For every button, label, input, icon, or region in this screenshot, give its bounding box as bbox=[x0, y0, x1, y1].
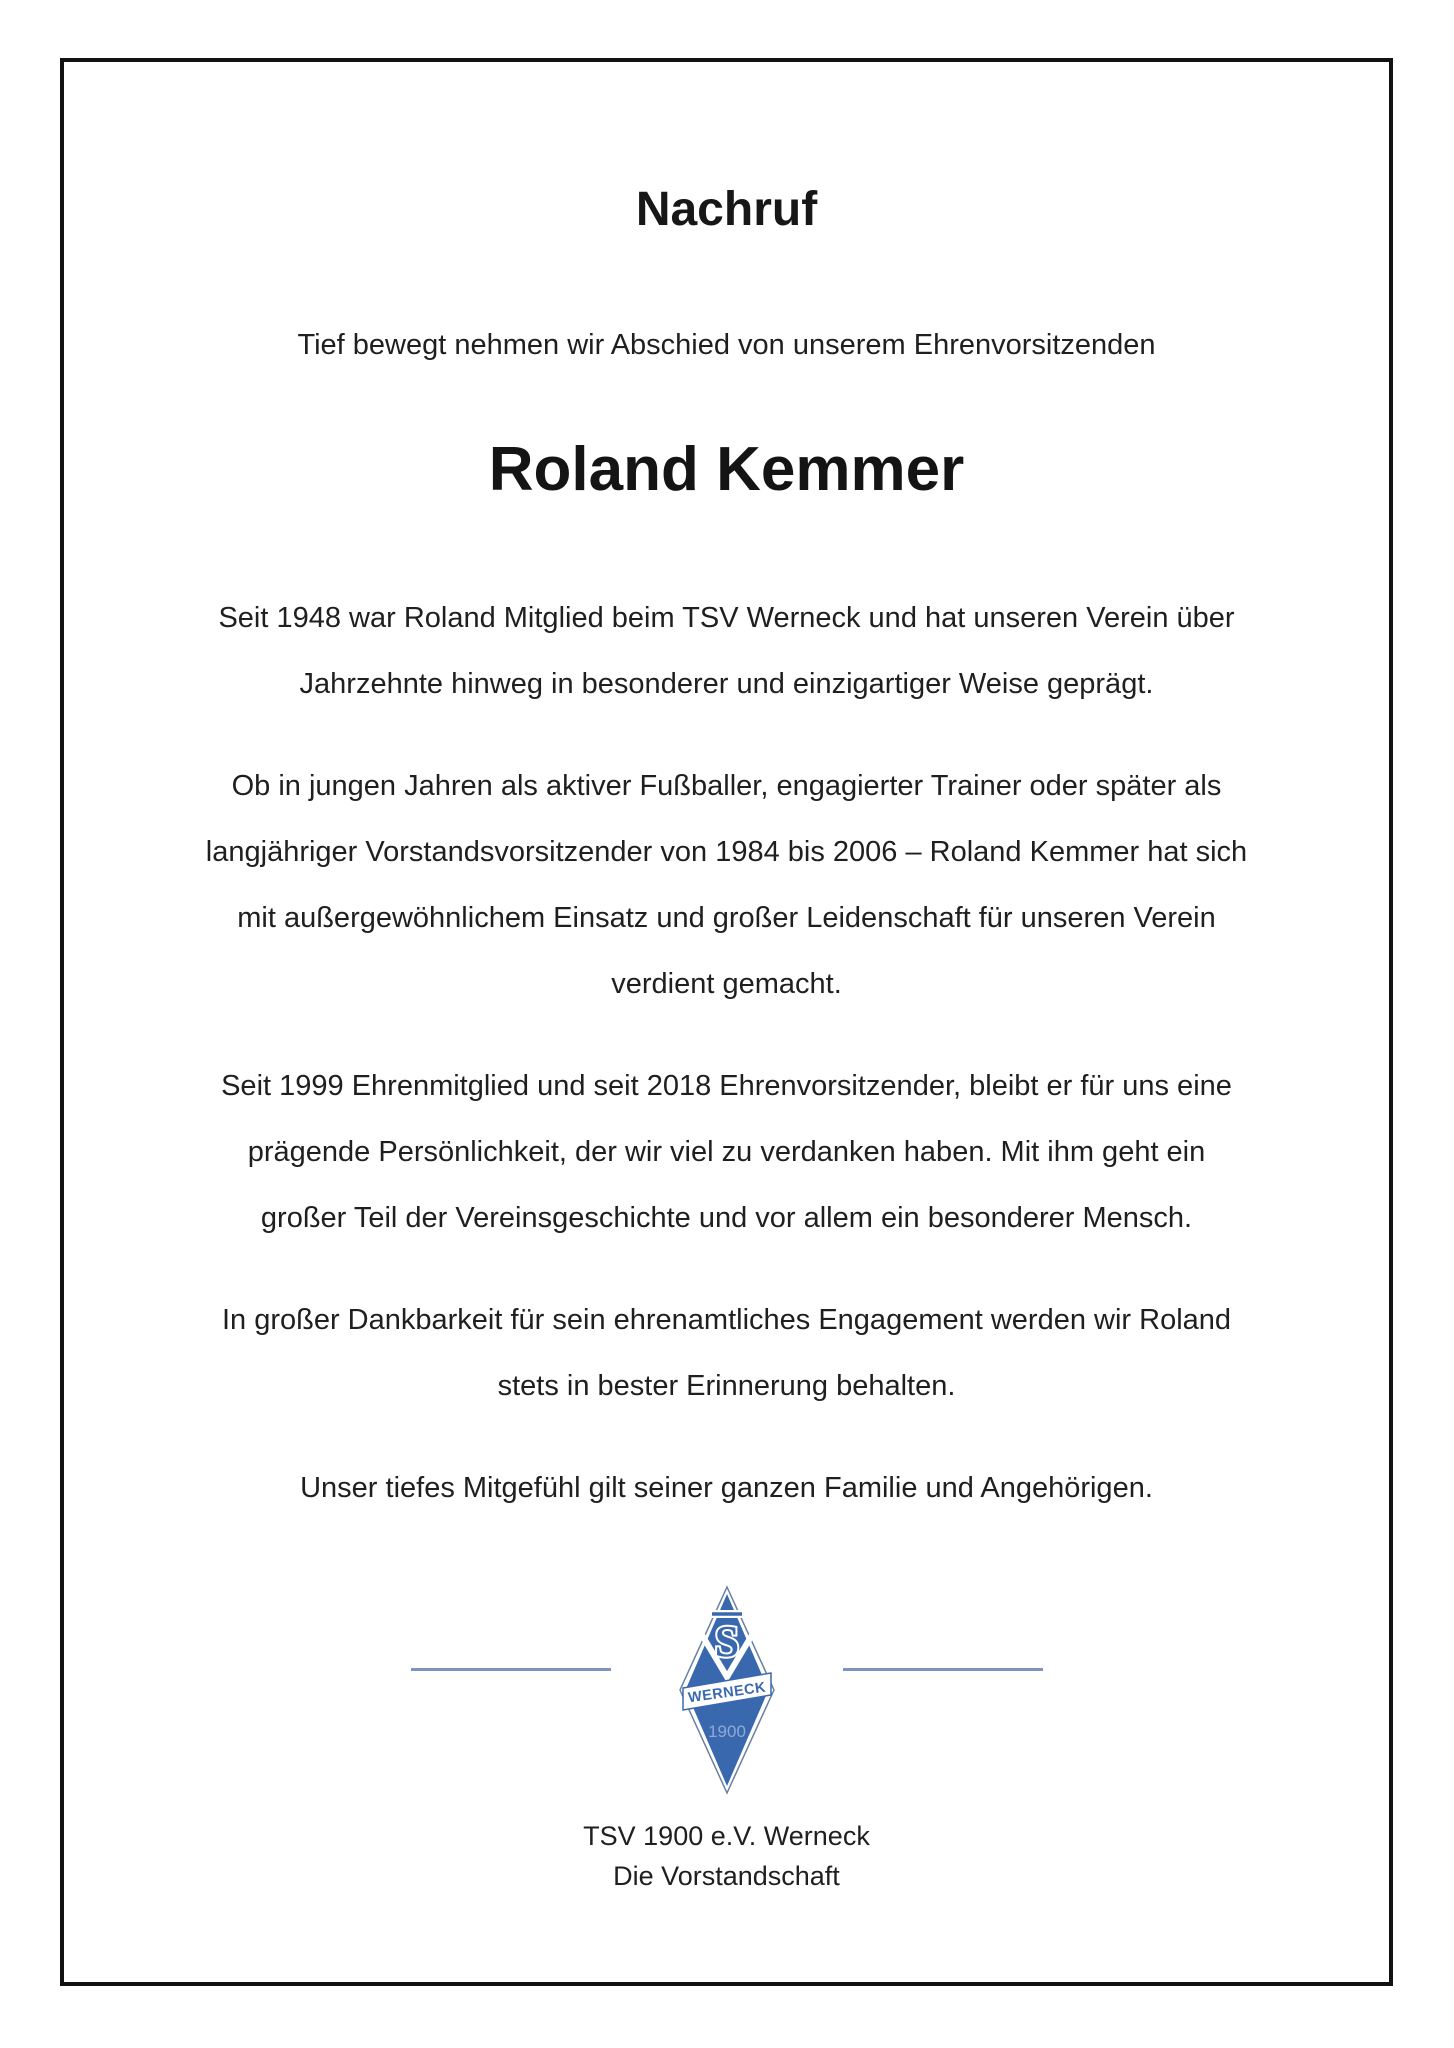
paragraph-condolence bbox=[64, 1455, 1389, 1521]
paragraph-line: Ob in jungen Jahren als aktiver Fußballer, engagierter Trainer oder später als bbox=[231, 770, 1222, 802]
paragraph-honors bbox=[64, 1053, 1389, 1251]
paragraph-line: großer Teil der Vereinsgeschichte und vor allem ein besonderer Mensch. bbox=[260, 1202, 1193, 1234]
tsv-werneck-crest-icon bbox=[677, 1585, 777, 1795]
crest-year: 1900 bbox=[707, 1722, 746, 1741]
paragraph-line: Jahrzehnte hinweg in besonderer und einzigartiger Weise geprägt. bbox=[299, 668, 1154, 700]
paragraph-line: langjähriger Vorstandsvorsitzender von 1984 bis 2006 – Roland Kemmer hat sich bbox=[205, 836, 1248, 868]
paragraph-line: Unser tiefes Mitgefühl gilt seiner ganzen Familie und Angehörigen. bbox=[300, 1472, 1153, 1504]
paragraph-membership bbox=[64, 585, 1389, 717]
paragraph-line: Seit 1948 war Roland Mitglied beim TSV Werneck und hat unseren Verein über bbox=[218, 602, 1235, 634]
paragraph-line: mit außergewöhnlichem Einsatz und großer Leidenschaft für unseren Verein bbox=[237, 902, 1216, 934]
paragraph-gratitude bbox=[64, 1287, 1389, 1419]
crest-banner-text: WERNECK bbox=[686, 1679, 767, 1707]
paragraph-line: verdient gemacht. bbox=[611, 968, 842, 1000]
paragraph-line: prägende Persönlichkeit, der wir viel zu verdanken haben. Mit ihm geht ein bbox=[247, 1136, 1206, 1168]
intro-line: Tief bewegt nehmen wir Abschied von unserem Ehrenvorsitzenden bbox=[297, 329, 1156, 361]
left-divider-line bbox=[411, 1668, 611, 1671]
footer-organization: TSV 1900 e.V. Werneck bbox=[583, 1821, 870, 1851]
deceased-name: Roland Kemmer bbox=[488, 435, 965, 504]
footer-signature: Die Vorstandschaft bbox=[613, 1861, 840, 1891]
document-border-frame bbox=[60, 58, 1393, 1986]
paragraph-line: Seit 1999 Ehrenmitglied und seit 2018 Ehrenvorsitzender, bleibt er für uns eine bbox=[221, 1070, 1232, 1102]
footer bbox=[64, 1816, 1389, 1896]
paragraph-roles bbox=[64, 753, 1389, 1017]
right-divider-line bbox=[843, 1668, 1043, 1671]
page-title: Nachruf bbox=[635, 183, 818, 236]
paragraph-line: stets in bester Erinnerung behalten. bbox=[497, 1370, 956, 1402]
paragraph-line: In großer Dankbarkeit für sein ehrenamtliches Engagement werden wir Roland bbox=[221, 1304, 1232, 1336]
logo-divider-row bbox=[64, 1585, 1389, 1795]
crest-monogram: S bbox=[714, 1617, 739, 1666]
